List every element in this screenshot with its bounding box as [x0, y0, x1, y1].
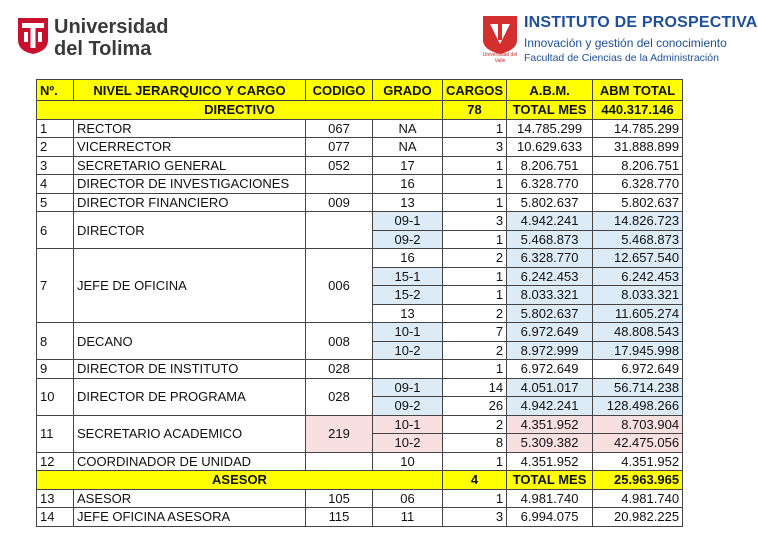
row-grado: 10-2: [373, 434, 443, 453]
section-label-directivo: DIRECTIVO: [37, 101, 443, 120]
row-cargos: 26: [443, 397, 507, 416]
row-number: 13: [37, 489, 74, 508]
row-cargo: DECANO: [74, 323, 306, 360]
row-abm-total: 14.826.723: [593, 212, 683, 231]
row-abm: 6.972.649: [507, 323, 593, 342]
row-grado: 13: [373, 304, 443, 323]
row-abm-total: 6.242.453: [593, 267, 683, 286]
row-abm: 5.468.873: [507, 230, 593, 249]
directivo-total-label: TOTAL MES: [507, 101, 593, 120]
row-grado: 09-2: [373, 230, 443, 249]
row-abm-total: 128.498.266: [593, 397, 683, 416]
table-row: [37, 212, 683, 231]
row-grado: 15-1: [373, 267, 443, 286]
faculty-name: Facultad de Ciencias de la Administración: [524, 52, 719, 64]
row-cargo: DIRECTOR DE INVESTIGACIONES: [74, 175, 306, 194]
table-row: [37, 323, 683, 342]
row-number: 1: [37, 119, 74, 138]
row-abm-total: 48.808.543: [593, 323, 683, 342]
row-cargos: 14: [443, 378, 507, 397]
table-row: [37, 119, 683, 138]
row-abm-total: 12.657.540: [593, 249, 683, 268]
row-abm: 6.328.770: [507, 175, 593, 194]
logo-line-2: del Tolima: [54, 38, 152, 60]
row-abm-total: 6.972.649: [593, 360, 683, 379]
row-abm-total: 42.475.056: [593, 434, 683, 453]
table-row: [37, 415, 683, 434]
institute-title: INSTITUTO DE PROSPECTIVA: [524, 14, 758, 31]
row-abm: 8.972.999: [507, 341, 593, 360]
row-cargo: ASESOR: [74, 489, 306, 508]
table-row: [37, 378, 683, 397]
row-abm-total: 8.206.751: [593, 156, 683, 175]
row-grado: NA: [373, 119, 443, 138]
row-abm-total: 5.802.637: [593, 193, 683, 212]
row-abm: 8.206.751: [507, 156, 593, 175]
table-row: [37, 156, 683, 175]
row-cargos: 1: [443, 452, 507, 471]
row-cargos: 2: [443, 304, 507, 323]
table-row: [37, 193, 683, 212]
row-cargos: 8: [443, 434, 507, 453]
row-abm: 6.242.453: [507, 267, 593, 286]
row-abm-total: 4.351.952: [593, 452, 683, 471]
row-codigo: 028: [306, 378, 373, 415]
row-codigo: 105: [306, 489, 373, 508]
row-cargos: 7: [443, 323, 507, 342]
row-abm: 4.351.952: [507, 452, 593, 471]
col-header-grado: GRADO: [373, 80, 443, 101]
asesor-total-label: TOTAL MES: [507, 471, 593, 490]
row-grado: 09-1: [373, 212, 443, 231]
row-grado: 17: [373, 156, 443, 175]
row-cargos: 2: [443, 341, 507, 360]
row-cargos: 1: [443, 267, 507, 286]
tolima-shield-icon: [18, 18, 48, 54]
row-number: 11: [37, 415, 74, 452]
row-codigo: 028: [306, 360, 373, 379]
table-row: [37, 452, 683, 471]
row-cargos: 1: [443, 230, 507, 249]
row-cargo: JEFE DE OFICINA: [74, 249, 306, 323]
instituto-prospectiva-logo: [480, 12, 758, 68]
row-cargo: DIRECTOR DE PROGRAMA: [74, 378, 306, 415]
table-row: [37, 360, 683, 379]
row-abm-total: 4.981.740: [593, 489, 683, 508]
row-grado: 16: [373, 175, 443, 194]
row-number: 2: [37, 138, 74, 157]
section-label-asesor: ASESOR: [37, 471, 443, 490]
logo-line-1: Universidad: [54, 16, 169, 38]
row-grado: 13: [373, 193, 443, 212]
row-number: 5: [37, 193, 74, 212]
row-number: 3: [37, 156, 74, 175]
table-row: [37, 489, 683, 508]
row-abm: 4.942.241: [507, 212, 593, 231]
row-number: 8: [37, 323, 74, 360]
row-cargos: 1: [443, 489, 507, 508]
row-codigo: 067: [306, 119, 373, 138]
row-codigo: 052: [306, 156, 373, 175]
row-abm: 14.785.299: [507, 119, 593, 138]
row-number: 14: [37, 508, 74, 527]
row-number: 12: [37, 452, 74, 471]
row-grado: 11: [373, 508, 443, 527]
row-abm: 5.309.382: [507, 434, 593, 453]
row-abm: 6.972.649: [507, 360, 593, 379]
row-cargos: 1: [443, 156, 507, 175]
row-abm: 4.351.952: [507, 415, 593, 434]
row-abm: 4.942.241: [507, 397, 593, 416]
row-abm: 6.328.770: [507, 249, 593, 268]
row-codigo: 006: [306, 249, 373, 323]
row-cargo: DIRECTOR: [74, 212, 306, 249]
row-grado: 16: [373, 249, 443, 268]
salary-table: [36, 79, 683, 527]
row-abm-total: 17.945.998: [593, 341, 683, 360]
row-cargos: 3: [443, 138, 507, 157]
row-number: 7: [37, 249, 74, 323]
row-abm: 10.629.633: [507, 138, 593, 157]
row-cargos: 1: [443, 360, 507, 379]
row-grado: 15-2: [373, 286, 443, 305]
col-header-codigo: CODIGO: [306, 80, 373, 101]
row-cargo: VICERRECTOR: [74, 138, 306, 157]
row-abm-total: 8.703.904: [593, 415, 683, 434]
row-cargo: SECRETARIO ACADEMICO: [74, 415, 306, 452]
row-abm: 5.802.637: [507, 304, 593, 323]
asesor-total-value: 25.963.965: [593, 471, 683, 490]
asesor-cargos-total: 4: [443, 471, 507, 490]
row-cargo: DIRECTOR DE INSTITUTO: [74, 360, 306, 379]
directivo-total-value: 440.317.146: [593, 101, 683, 120]
row-cargos: 3: [443, 508, 507, 527]
row-cargos: 2: [443, 415, 507, 434]
row-cargos: 1: [443, 286, 507, 305]
row-cargos: 2: [443, 249, 507, 268]
row-abm: 8.033.321: [507, 286, 593, 305]
col-header-cargos: CARGOS: [443, 80, 507, 101]
row-cargo: JEFE OFICINA ASESORA: [74, 508, 306, 527]
universidad-del-tolima-logo: [18, 14, 178, 64]
table-row: [37, 138, 683, 157]
institute-subtitle: Innovación y gestión del conocimiento: [524, 36, 727, 50]
row-abm: 5.802.637: [507, 193, 593, 212]
col-header-cargo: NIVEL JERARQUICO Y CARGO: [74, 80, 306, 101]
row-abm: 4.051.017: [507, 378, 593, 397]
table-row: [37, 249, 683, 268]
directivo-section-row: [37, 101, 683, 120]
row-abm-total: 20.982.225: [593, 508, 683, 527]
row-number: 9: [37, 360, 74, 379]
table-header-row: [37, 80, 683, 101]
row-number: 6: [37, 212, 74, 249]
row-codigo: [306, 452, 373, 471]
row-codigo: 219: [306, 415, 373, 452]
row-codigo: 008: [306, 323, 373, 360]
row-cargo: RECTOR: [74, 119, 306, 138]
row-abm-total: 8.033.321: [593, 286, 683, 305]
row-abm-total: 14.785.299: [593, 119, 683, 138]
row-grado: [373, 360, 443, 379]
row-grado: 10-2: [373, 341, 443, 360]
row-number: 4: [37, 175, 74, 194]
col-header-abm-total: ABM TOTAL: [593, 80, 683, 101]
row-abm-total: 56.714.238: [593, 378, 683, 397]
row-codigo: 077: [306, 138, 373, 157]
row-cargos: 1: [443, 175, 507, 194]
table-row: [37, 175, 683, 194]
row-codigo: 009: [306, 193, 373, 212]
row-abm-total: 5.468.873: [593, 230, 683, 249]
row-cargo: DIRECTOR FINANCIERO: [74, 193, 306, 212]
row-grado: 06: [373, 489, 443, 508]
row-cargo: COORDINADOR DE UNIDAD: [74, 452, 306, 471]
row-grado: 09-1: [373, 378, 443, 397]
row-grado: 10: [373, 452, 443, 471]
row-cargos: 3: [443, 212, 507, 231]
row-codigo: 115: [306, 508, 373, 527]
row-grado: 10-1: [373, 415, 443, 434]
row-grado: 10-1: [373, 323, 443, 342]
row-codigo: [306, 212, 373, 249]
row-abm-total: 11.605.274: [593, 304, 683, 323]
row-grado: NA: [373, 138, 443, 157]
col-header-abm: A.B.M.: [507, 80, 593, 101]
col-header-n: Nº.: [37, 80, 74, 101]
row-abm-total: 31.888.899: [593, 138, 683, 157]
row-codigo: [306, 175, 373, 194]
row-grado: 09-2: [373, 397, 443, 416]
crest-caption: Universidad del Valle: [482, 52, 518, 64]
row-cargo: SECRETARIO GENERAL: [74, 156, 306, 175]
row-abm: 6.994.075: [507, 508, 593, 527]
row-abm: 4.981.740: [507, 489, 593, 508]
row-abm-total: 6.328.770: [593, 175, 683, 194]
table-row: [37, 508, 683, 527]
row-cargos: 1: [443, 119, 507, 138]
asesor-section-row: [37, 471, 683, 490]
row-number: 10: [37, 378, 74, 415]
directivo-cargos-total: 78: [443, 101, 507, 120]
row-cargos: 1: [443, 193, 507, 212]
